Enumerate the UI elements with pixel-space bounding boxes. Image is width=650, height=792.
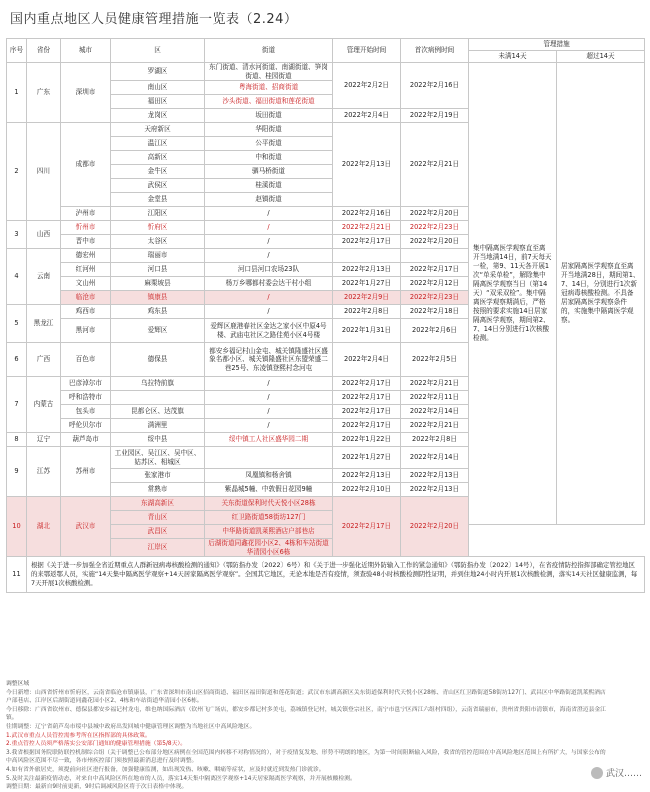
cell-city: 巴彦淖尔市 [61, 377, 111, 391]
cell-street: 都安乡福记村山金屯、城关镇隆盛社区盛象名都小区、城关镇隆盛社区东盟荣盛二巷25号、东凌镇登熙村念河屯 [205, 343, 333, 377]
cell-street: / [205, 305, 333, 319]
cell-district: 忻府区 [111, 221, 205, 235]
cell-district: 金堂县 [111, 193, 205, 207]
cell-district: 乌拉特前旗 [111, 377, 205, 391]
cell-first [401, 249, 469, 263]
cell-city: 呼伦贝尔市 [61, 419, 111, 433]
cell-city: 包头市 [61, 405, 111, 419]
cell-district: 张家港市 [111, 469, 205, 483]
cell-district: 东湖高新区 [111, 497, 205, 511]
cell-start: 2022年2月13日 [333, 263, 401, 277]
footer-notes [6, 680, 606, 792]
cell-start: 2022年2月17日 [333, 419, 401, 433]
row11-policy-text: 根据《关于进一步加强全省近期重点人群新冠病毒核酸检测的通知》（鄂防指办发〔2022〕6号）和《关于进一步强化近期外防输入工作的紧急通知》（鄂防指办发〔2022〕14号），在省疫情防控指挥部确定管控地区的来鄂返鄂人员，实施“14天集中隔离医学观察+14天居家隔离医学观察”。全国其它地区，无论本地是否有疫情，须查验48小时核酸检测阴性证明，并到住地24小时内开展1次核酸检测，落实14天社区健康监测，每7天开展1次核酸检测。 [27, 557, 645, 593]
over14-measures: 居家隔离医学观察直至离开当地满28日，期间第1、7、14日，分别进行1次新冠病毒核酸检测。不具备居家隔离医学观察条件的，实施集中隔离医学观察。 [557, 63, 645, 525]
cell-city: 呼和浩特市 [61, 391, 111, 405]
cell-street: / [205, 291, 333, 305]
cell-start: 2022年1月31日 [333, 319, 401, 343]
cell-first: 2022年2月23日 [401, 291, 469, 305]
cell-street: / [205, 235, 333, 249]
cell-province: 四川 [27, 123, 61, 221]
cell-province: 内蒙古 [27, 377, 61, 433]
cell-seq: 7 [7, 377, 27, 433]
cell-city: 成都市 [61, 123, 111, 207]
cell-city: 晋中市 [61, 235, 111, 249]
cell-first: 2022年2月20日 [401, 207, 469, 221]
cell-start: 2022年2月17日 [333, 405, 401, 419]
cell-start: 2022年1月27日 [333, 447, 401, 469]
cell-street: 绥中镇工人社区盛华园二期 [205, 433, 333, 447]
cell-street: 沙头街道、福田街道和莲花街道 [205, 95, 333, 109]
cell-province: 山西 [27, 221, 61, 249]
cell-province: 江苏 [27, 447, 61, 497]
cell-street: 粤海街道、招商街道 [205, 81, 333, 95]
cell-district: 南山区 [111, 81, 205, 95]
cell-first: 2022年2月21日 [401, 377, 469, 391]
col-district: 区 [111, 39, 205, 63]
cell-city: 文山州 [61, 277, 111, 291]
adjust-label: 调整区域 [6, 681, 30, 687]
cell-city: 临沧市 [61, 291, 111, 305]
col-street: 街道 [205, 39, 333, 63]
cell-first: 2022年2月12日 [401, 277, 469, 291]
cell-city: 深圳市 [61, 63, 111, 123]
cell-street: 紫晶城5幢、中敦假日花园9幢 [205, 483, 333, 497]
cell-street: 凤凰镇和杨舍镇 [205, 469, 333, 483]
cell-start: 2022年2月17日 [333, 235, 401, 249]
cell-seq: 9 [7, 447, 27, 497]
cell-city: 黑河市 [61, 319, 111, 343]
adjust-removed: 今日移除：广西省钦州市、德保县都安乡福记村龙屯，维也纳国际酒店（钦州飞广场店，都安乡都记村多美屯，荔城镇登记村，城关镇登宗社区，南宁市邕宁区西江六组村四组），云南省瑞丽市，贵州省贵阳市清镇市，海南省澄迈县金江镇。 [6, 706, 606, 722]
cell-street: 中和街道 [205, 151, 333, 165]
cell-province: 广西 [27, 343, 61, 377]
cell-start: 2022年2月13日 [333, 123, 401, 207]
cell-first: 2022年2月17日 [401, 263, 469, 277]
cell-district: 武侯区 [111, 179, 205, 193]
col-start: 管理开始时间 [333, 39, 401, 63]
cell-city: 德宏州 [61, 249, 111, 263]
table-row [7, 63, 645, 81]
cell-province: 云南 [27, 249, 61, 305]
cell-district [111, 391, 205, 405]
account-icon [591, 767, 603, 779]
cell-street: 坂田街道 [205, 109, 333, 123]
cell-first: 2022年2月20日 [401, 497, 469, 557]
cell-city: 忻州市 [61, 221, 111, 235]
cell-first: 2022年2月18日 [401, 305, 469, 319]
cell-seq: 11 [7, 557, 27, 593]
cell-first: 2022年2月23日 [401, 221, 469, 235]
cell-city: 武汉市 [61, 497, 111, 557]
cell-province: 黑龙江 [27, 305, 61, 343]
cell-district: 温江区 [111, 137, 205, 151]
cell-start: 2022年2月16日 [333, 207, 401, 221]
cell-district: 太谷区 [111, 235, 205, 249]
cell-district: 河口县 [111, 263, 205, 277]
cell-seq: 2 [7, 123, 27, 221]
cell-seq: 10 [7, 497, 27, 557]
cell-street: 河口县河口农场23队 [205, 263, 333, 277]
cell-seq: 5 [7, 305, 27, 343]
cell-seq: 4 [7, 249, 27, 305]
under14-measures: 集中隔离医学观察直至离开当地满14日，前7天每天一检，第9、11天各开展1次“单采单检”，解除集中隔离医学观察当日（第14天）“双采双检”。集中隔离医学观察期满后，严格按照的要求实施14日居家隔离医学观察，期间第2、7、14日分别进行1次核酸检测。 [469, 63, 557, 525]
table-row [7, 557, 645, 593]
cell-street: 桂溪街道 [205, 179, 333, 193]
note-5: 5.及时关注最新疫情动态，对来自中高风险区所在地市的人员，落实14天集中隔离医学观察+14天居家隔离医学观察，并开展核酸检测。 [6, 775, 356, 782]
cell-street: / [205, 221, 333, 235]
cell-first: 2022年2月16日 [401, 63, 469, 109]
cell-city: 泸州市 [61, 207, 111, 221]
cell-district: 高新区 [111, 151, 205, 165]
cell-district: 金牛区 [111, 165, 205, 179]
watermark [591, 766, 642, 779]
cell-province: 辽宁 [27, 433, 61, 447]
cell-seq: 3 [7, 221, 27, 249]
cell-street: 驷马桥街道 [205, 165, 333, 179]
cell-district: 瑞丽市 [111, 249, 205, 263]
cell-first: 2022年2月11日 [401, 391, 469, 405]
cell-district: 鸡东县 [111, 305, 205, 319]
cell-district: 罗湖区 [111, 63, 205, 81]
cell-start: 2022年2月21日 [333, 221, 401, 235]
cell-first: 2022年2月8日 [401, 433, 469, 447]
cell-street: 杨万乡哪都村委会达干村小组 [205, 277, 333, 291]
adjust-past: 往期调整：辽宁省葫芦岛市绥中县城中政府出发回城中健康管理区调整为当地社区中高风险地区。 [6, 723, 256, 730]
cell-start: 2022年2月8日 [333, 305, 401, 319]
col-first: 首次病例时间 [401, 39, 469, 63]
col-province: 省份 [27, 39, 61, 63]
note-2: 2.重点管控人员须严格落实公安部门通知的健康管理措施（第5/8天）。 [6, 741, 187, 748]
cell-street: / [205, 377, 333, 391]
cell-street: / [205, 249, 333, 263]
cell-street: 赵镇街道 [205, 193, 333, 207]
cell-district: 爱辉区 [111, 319, 205, 343]
cell-province: 广东 [27, 63, 61, 123]
cell-street: / [205, 405, 333, 419]
cell-district: 龙岗区 [111, 109, 205, 123]
cell-start: 2022年2月10日 [333, 483, 401, 497]
cell-start: 2022年2月9日 [333, 291, 401, 305]
watermark-text: 武汉…… [605, 769, 642, 779]
cell-street: 后湖街道同鑫花园小区2、4栋和车站街道华清园小区6栋 [205, 539, 333, 557]
cell-street: 红卫路街道58街坊127门 [205, 511, 333, 525]
cell-district: 青山区 [111, 511, 205, 525]
cell-street: 关东街道保利时代天悦小区28栋 [205, 497, 333, 511]
cell-street: 东门街道、清水河街道、南湖街道、笋岗街道、桂园街道 [205, 63, 333, 81]
cell-start: 2022年1月27日 [333, 277, 401, 291]
note-6: 调整日期：最新自9时前更新，9时后调减风险区将于次日表格中体现。 [6, 784, 188, 791]
cell-district: 武昌区 [111, 525, 205, 539]
cell-street: / [205, 419, 333, 433]
cell-start: 2022年2月17日 [333, 497, 401, 557]
cell-first: 2022年2月20日 [401, 235, 469, 249]
cell-district: 江阳区 [111, 207, 205, 221]
cell-seq: 6 [7, 343, 27, 377]
note-4: 4.如有省外旅居史，须提前向社区进行报备，加强健康监测，如出现发热、咳嗽、咽痛等症状，应及时就近到发热门诊就诊。 [6, 766, 325, 773]
cell-city: 葫芦岛市 [61, 433, 111, 447]
cell-first: 2022年2月13日 [401, 469, 469, 483]
cell-street: 华阳街道 [205, 123, 333, 137]
cell-district: 天府新区 [111, 123, 205, 137]
cell-city: 红河州 [61, 263, 111, 277]
cell-city: 鸡西市 [61, 305, 111, 319]
cell-street [205, 447, 333, 469]
cell-district: 江岸区 [111, 539, 205, 557]
cell-street: 中华路街道凯莱熙酒店户部巷店 [205, 525, 333, 539]
cell-district: 镇康县 [111, 291, 205, 305]
cell-first: 2022年2月6日 [401, 319, 469, 343]
note-1: 1.武汉市重点人员管控需参考所在区指挥部的具体政策。 [6, 732, 151, 739]
cell-district: 德保县 [111, 343, 205, 377]
page-title: 国内重点地区人员健康管理措施一览表（2.24） [10, 12, 298, 27]
cell-province: 湖北 [27, 497, 61, 557]
cell-street: / [205, 207, 333, 221]
cell-district: 昆都仑区、达茂旗 [111, 405, 205, 419]
cell-district: 满洲里 [111, 419, 205, 433]
cell-street: / [205, 391, 333, 405]
cell-start: 2022年2月17日 [333, 377, 401, 391]
cell-street: 爱辉区鹿港春社区金达之家小区中原4号楼、武庙屯社区之路佳苑小区4号楼 [205, 319, 333, 343]
cell-first: 2022年2月14日 [401, 447, 469, 469]
col-city: 城市 [61, 39, 111, 63]
cell-city: 苏州市 [61, 447, 111, 497]
cell-start: 2022年2月2日 [333, 63, 401, 109]
cell-city: 百色市 [61, 343, 111, 377]
cell-first: 2022年2月19日 [401, 109, 469, 123]
note-3: 3.我省根据国务院联防联控机制综合组（关于调整已公布部分地区病例在全国范围内转移不对称情况的），对于疫情复发地、形势不明朗的地区，为第一时间阻断输入风险，我省的管控范围在中高风险地区范围上有所扩大，与国家公布的中高风险区范围不尽一致，各市州疾控部门须按照最新消息进行及时调整。 [6, 749, 606, 765]
cell-district: 麻栗坡县 [111, 277, 205, 291]
cell-seq: 1 [7, 63, 27, 123]
cell-district: 绥中县 [111, 433, 205, 447]
cell-start: 2022年2月4日 [333, 109, 401, 123]
cell-first: 2022年2月13日 [401, 483, 469, 497]
col-over14: 超过14天 [557, 51, 645, 63]
col-seq: 序号 [7, 39, 27, 63]
cell-first: 2022年2月21日 [401, 123, 469, 207]
cell-start: 2022年2月13日 [333, 469, 401, 483]
cell-first: 2022年2月5日 [401, 343, 469, 377]
cell-seq: 8 [7, 433, 27, 447]
cell-district: 工业园区、吴江区、吴中区、姑苏区、相城区 [111, 447, 205, 469]
cell-district: 福田区 [111, 95, 205, 109]
cell-start [333, 249, 401, 263]
cell-start: 2022年2月17日 [333, 391, 401, 405]
col-under14: 未满14天 [469, 51, 557, 63]
col-measures: 管理措施 [469, 39, 645, 51]
cell-first: 2022年2月14日 [401, 405, 469, 419]
cell-district: 常熟市 [111, 483, 205, 497]
cell-start: 2022年2月4日 [333, 343, 401, 377]
cell-street: 公平街道 [205, 137, 333, 151]
cell-first: 2022年2月21日 [401, 419, 469, 433]
cell-start: 2022年1月22日 [333, 433, 401, 447]
adjust-added: 今日新增：山西省忻州市忻府区，云南省临沧市镇康县，广东省深圳市南山区招商街道、福田区福田街道和莲花街道；武汉市东湖高新区关东街道保利时代天悦小区28栋、青山区红卫路街道58街坊127门、武昌区中华路街道凯莱熙酒店户部巷店、江岸区后湖街道同鑫花园小区2、4栋和车站街道华清园小区6栋。 [6, 689, 606, 705]
health-measures-table [6, 38, 644, 593]
